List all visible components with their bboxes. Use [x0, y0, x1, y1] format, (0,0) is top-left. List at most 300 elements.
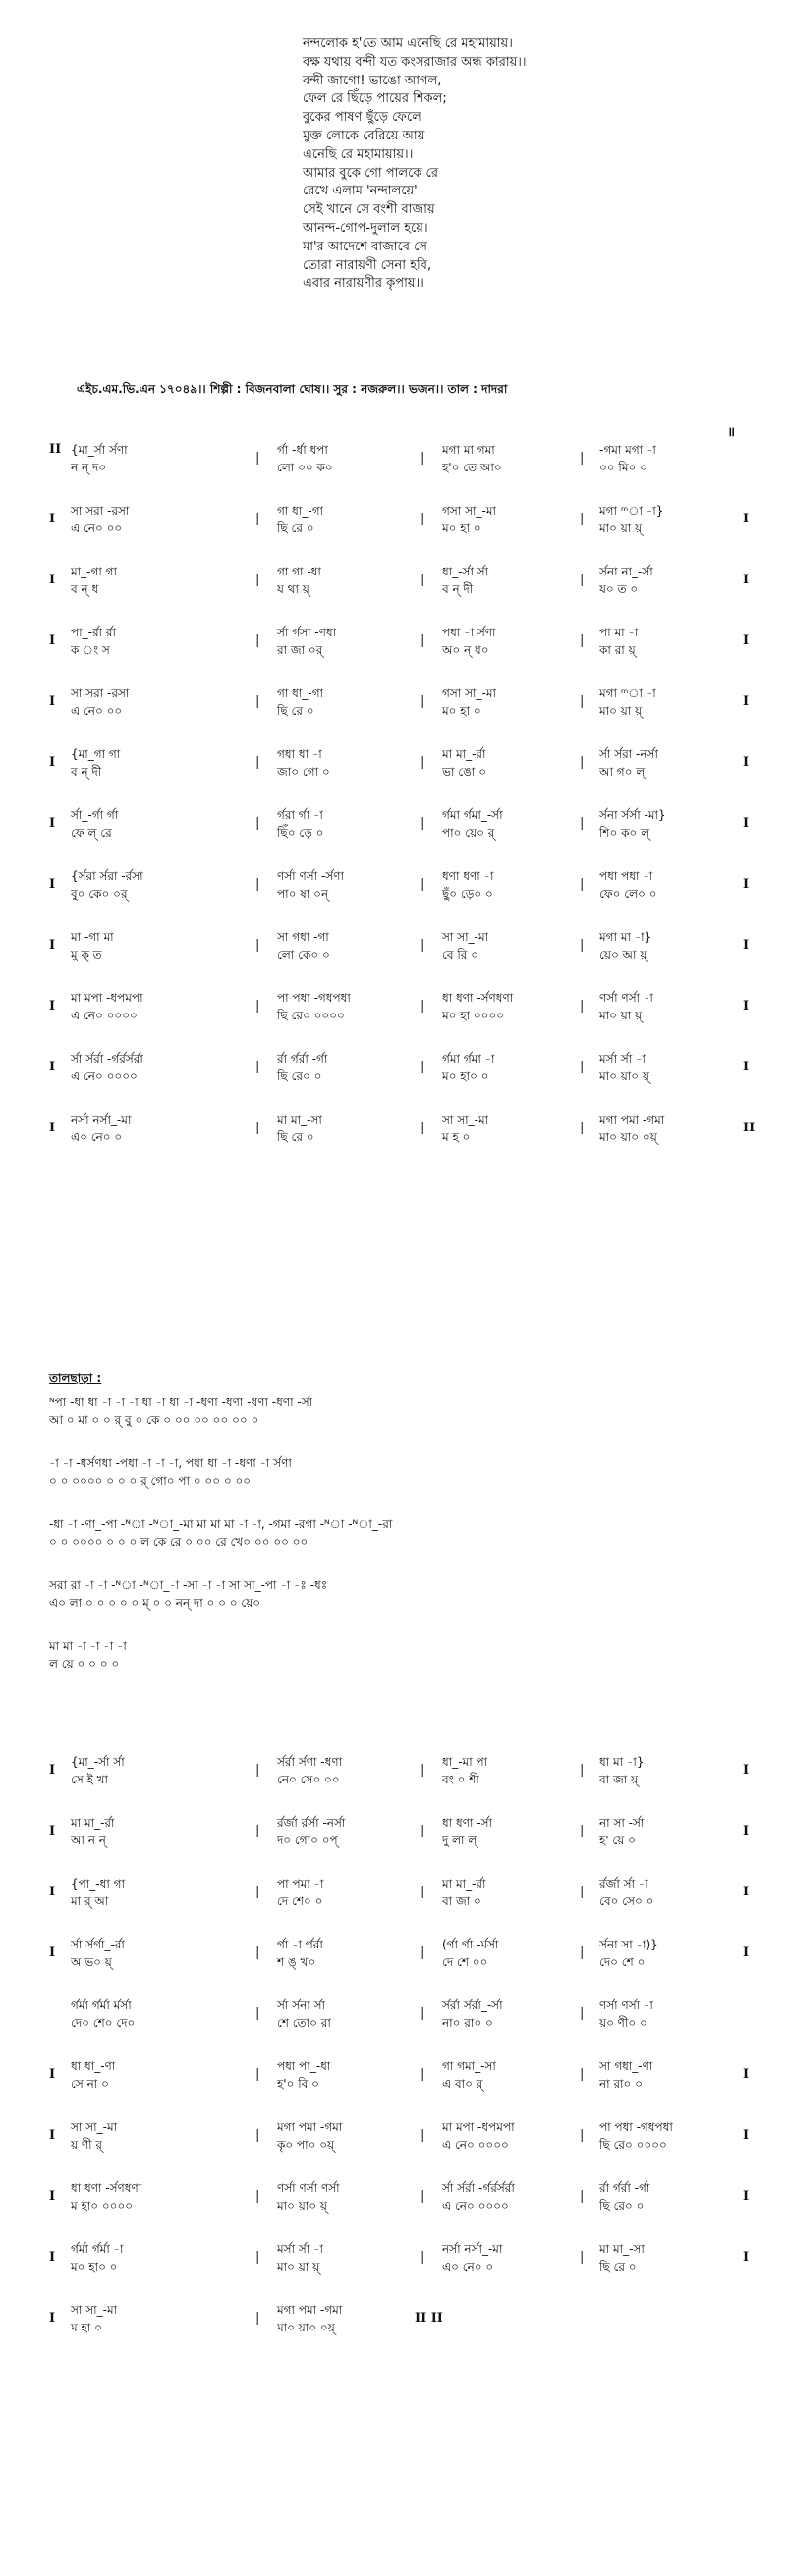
- swara-group: র্গরা র্গা -া: [277, 808, 323, 822]
- swara-group: র্সনা সা -া)}: [599, 1938, 658, 1951]
- lyric-syllables: ম হা০ ০০০০: [71, 2199, 134, 2213]
- lyric-syllables: বু০ কে০ ০র্: [71, 887, 128, 901]
- lyric-syllables: বে রি ০: [442, 948, 479, 961]
- swara-group: মা মা_-র্রা: [442, 747, 486, 761]
- swara-group: ণর্সা ণর্সা -া: [599, 991, 653, 1005]
- bar-line: I: [49, 1763, 56, 1778]
- swara-group: ধা ধা_-ণা: [71, 2059, 116, 2073]
- lyric-line: রেখে এলাম 'নন্দালয়ে': [303, 184, 418, 199]
- vibhag-separator: |: [421, 816, 425, 831]
- notation-row: [49, 929, 757, 990]
- lyric-syllables: হ'০ তে আ০: [442, 461, 502, 474]
- notation-row: [49, 503, 757, 564]
- swara-group: র্গা -র্ধা ধপা: [277, 443, 328, 457]
- swara-group: {র্সরা র্সরা -র্রসা: [71, 869, 143, 883]
- vibhag-separator: |: [580, 451, 585, 466]
- swara-group: পা মা -া: [599, 626, 639, 639]
- bar-line: I: [49, 1060, 56, 1074]
- swara-group: মা মপা -ধপমপা: [71, 991, 143, 1005]
- vibhag-separator: |: [580, 1121, 585, 1135]
- swara-group: র্সর্রা র্সর্রা_-র্সা: [442, 1999, 503, 2012]
- lyric-syllables: অ ভ০ য়্: [71, 1955, 112, 1969]
- lyric-syllables: মা র্ আ: [71, 1894, 109, 1908]
- lyric-syllables: পা০ ষা ০ন্: [277, 887, 329, 901]
- lyric-syllables: বে০ সে০ ০: [599, 1894, 654, 1908]
- lyric-syllables: ছি রে০ ০০০০: [277, 1009, 345, 1022]
- swara-group: সা সা_-মা: [71, 2303, 118, 2317]
- swara-group: গসা সা_-মা: [442, 686, 496, 700]
- swara-group: ধা_-মা পা: [442, 1755, 488, 1769]
- lyric-syllables: লো কে০ ০: [277, 948, 330, 961]
- lyric-syllables: ম০ হা ০: [442, 704, 481, 718]
- bar-line: I: [49, 999, 56, 1014]
- swara-group: র্গা -া র্গর্রা: [277, 1938, 323, 1951]
- swara-group: র্রর্জা র্সা -া: [599, 1877, 648, 1891]
- lyric-syllables: এ নে০ ০০০০: [442, 2199, 509, 2213]
- vibhag-separator: |: [255, 1121, 260, 1135]
- lyric-syllables: ছি রে ০: [277, 1130, 314, 1144]
- swara-group: র্সা_-র্গা র্গা: [71, 808, 119, 822]
- lyric-syllables: ফে০ লে০ ০: [599, 887, 657, 901]
- swara-group: ণর্সা ণর্সা -র্সণা: [277, 869, 344, 883]
- lyric-line: নন্দলোক হ'তে আম এনেছি রে মহামায়ায়।: [303, 36, 513, 51]
- vibhag-separator: |: [255, 1885, 260, 1899]
- vibhag-separator: |: [580, 1824, 585, 1838]
- swara-group: মা মা_-সা: [599, 2242, 645, 2256]
- vibhag-separator: |: [421, 1824, 425, 1838]
- bar-line: I: [49, 816, 56, 831]
- notation-row: [49, 1815, 757, 1876]
- bar-line: I: [49, 2250, 56, 2265]
- bar-line: I: [743, 512, 750, 526]
- notation-row: [49, 2302, 757, 2363]
- lyric-syllables: ছি রে০ ০০০০: [599, 2138, 667, 2152]
- vibhag-separator: |: [421, 451, 425, 466]
- lyric-syllables: ম হ ০: [442, 1130, 471, 1144]
- notation-row: [49, 442, 757, 503]
- lyric-syllables: মু ক্ ত: [71, 948, 102, 961]
- swara-group: ধণা ধণা -া: [442, 869, 494, 883]
- vibhag-separator: |: [580, 816, 585, 831]
- lyric-syllables: এ নে০ ০০০০: [71, 1069, 138, 1083]
- vibhag-separator: |: [255, 2311, 260, 2326]
- swara-group: র্গমা র্গমা_-র্সা: [442, 808, 503, 822]
- swara-group: পধা পা_-ধা: [277, 2059, 331, 2073]
- lyric-syllables: দু লা ল্: [442, 1834, 477, 1847]
- swara-group: র্সনা না_-র্সা: [599, 565, 653, 578]
- swara-group: ধা ধণা -র্সণধণা: [442, 991, 514, 1005]
- lyric-syllables: মা০ য়া০ ০য়্: [277, 2321, 335, 2334]
- syllable-line: ০ ০ ০০০০ ০ ০ ০ ল কে রে ০ ০০ রে খে০ ০০ ০০ ০০: [49, 1535, 309, 1549]
- lyric-syllables: ছুঁ০ ড়ে০ ০: [442, 887, 493, 901]
- bar-line: I: [49, 1946, 56, 1960]
- swara-group: মগা পমা -গমা: [277, 2120, 343, 2134]
- swara-group: {মা_-র্সা র্সা: [71, 1755, 125, 1769]
- free-rhythm-row: [49, 1516, 757, 1577]
- vibhag-separator: |: [255, 1763, 260, 1778]
- vibhag-separator: |: [580, 877, 585, 892]
- bar-line: I: [743, 816, 750, 831]
- swara-group: মগা মা গমা: [442, 443, 495, 457]
- swara-group: পা পমা -া: [277, 1877, 324, 1891]
- bar-line: I: [49, 2067, 56, 2082]
- lyric-syllables: ছি রে ০: [277, 521, 314, 535]
- lyric-syllables: ছি রে০ ০: [599, 2199, 645, 2213]
- lyric-line: মা'র আদেশে বাজাবে সে: [303, 239, 427, 254]
- swara-group: (র্গা র্গা -র্মর্সা: [442, 1938, 499, 1951]
- syllable-line: ল য়ে ০ ০ ০ ০: [49, 1657, 120, 1671]
- lyric-syllables: মা০ য়া০ ০য়্: [599, 1130, 657, 1144]
- vibhag-separator: |: [421, 694, 425, 709]
- lyric-syllables: ব ন্ দী: [71, 765, 102, 779]
- swara-group: গধা ধা -া: [277, 747, 322, 761]
- swara-group: র্রর্জা র্রর্সা -নর্সা: [277, 1816, 346, 1830]
- swara-group: গা গা -ধা: [277, 565, 321, 578]
- vibhag-separator: |: [421, 2250, 425, 2265]
- swara-group: পা পধা -গধপধা: [277, 991, 351, 1005]
- swara-group: {মা_গা গা: [71, 747, 121, 761]
- bar-line: I: [743, 2128, 750, 2143]
- lyric-syllables: শে তো০ রা: [277, 2016, 331, 2030]
- lyric-syllables: ০০ মি০ ০: [599, 461, 647, 474]
- lyric-syllables: ছিঁ০ ড়ে ০: [277, 826, 324, 840]
- swara-group: নর্সা নর্সা_-মা: [71, 1113, 132, 1126]
- lyric-syllables: দে০ শে ০: [599, 1955, 646, 1969]
- vibhag-separator: |: [255, 573, 260, 587]
- vibhag-separator: |: [580, 633, 585, 648]
- swara-group: মগা পমা -গমা: [277, 2303, 343, 2317]
- lyric-line: বুকের পাষণ ছুঁড়ে ফেলে: [303, 110, 421, 126]
- swara-group: মা -গা মা: [71, 930, 114, 944]
- lyric-syllables: ম০ হা০ ০: [442, 1069, 489, 1083]
- vibhag-separator: |: [580, 1060, 585, 1074]
- lyric-line: মুক্ত লোকে বেরিয়ে আয়: [303, 128, 425, 143]
- record-info: এইচ.এম.ভি.এন ১৭০৪৯।। শিল্পী : বিজনবালা ঘোষ।। সুর : নজরুল।। ভজন।। তাল : দাদরা: [77, 382, 508, 396]
- lyric-syllables: জা০ গো ০: [277, 765, 330, 779]
- vibhag-separator: |: [421, 2189, 425, 2204]
- vibhag-separator: |: [421, 512, 425, 526]
- vibhag-separator: |: [580, 1763, 585, 1778]
- swara-line: -ধা -া -ণা_-পা -ᴺা -ᴺা_-মা মা মা মা -া -া, -গমা -রগা -ᴺা -ᴺা_-রা: [49, 1517, 393, 1531]
- vibhag-separator: |: [580, 694, 585, 709]
- swara-group: মা মপা -ধপমপা: [442, 2120, 515, 2134]
- vibhag-separator: |: [255, 512, 260, 526]
- vibhag-separator: |: [255, 633, 260, 648]
- vibhag-separator: |: [421, 877, 425, 892]
- swara-group: র্সা র্গসা -ণধা: [277, 626, 337, 639]
- vibhag-separator: |: [255, 2128, 260, 2143]
- lyric-line: ফেল রে ছিঁড়ে পায়ের শিকল;: [303, 91, 447, 107]
- bar-line: I: [743, 2250, 750, 2265]
- bar-line: I: [49, 1121, 56, 1135]
- vibhag-separator: |: [421, 633, 425, 648]
- lyric-syllables: ছি রে ০: [277, 704, 314, 718]
- lyric-syllables: ম০ হা ০০০০: [442, 1009, 505, 1022]
- bar-line: I: [743, 633, 750, 648]
- bar-line: I: [743, 1763, 750, 1778]
- lyric-syllables: এ নে০ ০০০০: [442, 2138, 509, 2152]
- lyric-syllables: সে ই খা: [71, 1773, 109, 1786]
- swara-group: গা গমা_-সা: [442, 2059, 496, 2073]
- lyric-syllables: এ০ নে০ ০: [442, 2260, 494, 2274]
- syllable-line: আ ০ মা ০ ০ র্ বু ০ কে ০ ০০ ০০ ০০ ০০ ০: [49, 1413, 259, 1427]
- bar-line: I: [49, 2189, 56, 2204]
- swara-group: র্সর্রা র্সণা -ধণা: [277, 1755, 343, 1769]
- vibhag-separator: |: [255, 451, 260, 466]
- lyric-syllables: ছি রে ০: [599, 2260, 637, 2274]
- lyric-syllables: না০ রা০ ০: [442, 2016, 493, 2030]
- lyric-syllables: মা০ য়া য়্: [599, 704, 643, 718]
- lyric-syllables: কৃ০ পা০ ০য়্: [277, 2138, 335, 2152]
- bar-line: I: [49, 1885, 56, 1899]
- bar-line: I: [743, 877, 750, 892]
- lyric-syllables: ম০ হা০ ০: [71, 2260, 118, 2274]
- swara-group: র্সা র্সর্রা -র্গর্রর্সর্রা: [71, 1052, 143, 1066]
- swara-group: {পা_-ধা গা: [71, 1877, 125, 1891]
- lyric-syllables: আ গ০ ল্: [599, 765, 646, 779]
- swara-group: র্সা র্সর্গা_-র্রা: [71, 1938, 125, 1951]
- bar-line: I: [49, 573, 56, 587]
- swara-group: মগা ᵐা -া}: [599, 504, 664, 518]
- swara-group: মগা পমা -গমা: [599, 1113, 665, 1126]
- swara-group: গা ধা_-গা: [277, 504, 324, 518]
- lyric-syllables: মা০ য়া০ য়্: [277, 2199, 327, 2213]
- bar-line: I: [49, 2128, 56, 2143]
- swara-group: সা সরা -রসা: [71, 504, 130, 518]
- vibhag-separator: |: [421, 755, 425, 770]
- notation-row: [49, 990, 757, 1051]
- vibhag-separator: |: [255, 2189, 260, 2204]
- lyric-syllables: এ০ নে০ ০: [71, 1130, 123, 1144]
- swara-group: না সা -র্সা: [599, 1816, 645, 1830]
- lyric-syllables: না রা০ ০: [599, 2077, 643, 2091]
- lyric-syllables: শ ঙ্ খ০: [277, 1955, 316, 1969]
- swara-line: -া -া -ধর্সণধা -পধা -া -া -া, পধা ধা -া -ধণা -া র্সণা: [49, 1456, 292, 1470]
- vibhag-separator: |: [580, 512, 585, 526]
- lyric-syllables: ফে ল্ রে: [71, 826, 112, 840]
- notation-row: [49, 1937, 757, 1998]
- lyric-syllables: মা০ য়া য়্: [599, 521, 643, 535]
- lyric-syllables: মা০ য়া য়্: [599, 1009, 643, 1022]
- vibhag-separator: |: [580, 1946, 585, 1960]
- bar-line: II II: [415, 2311, 443, 2326]
- swara-group: ণর্সা ণর্সা -া: [599, 1999, 653, 2012]
- swara-group: সা গধা_-ণা: [599, 2059, 653, 2073]
- swara-group: সা সা_-মা: [71, 2120, 118, 2134]
- swara-group: মা মা_-র্রা: [71, 1816, 115, 1830]
- swara-group: নর্সা নর্সা_-মা: [442, 2242, 503, 2256]
- lyric-syllables: য়ে০ আ য়্: [599, 948, 647, 961]
- vibhag-separator: |: [255, 999, 260, 1014]
- vibhag-separator: |: [255, 877, 260, 892]
- free-rhythm-row: [49, 1395, 757, 1455]
- vibhag-separator: |: [580, 999, 585, 1014]
- bar-line: I: [743, 573, 750, 587]
- notation-row: [49, 1876, 757, 1937]
- lyric-syllables: য থা য়্: [277, 582, 309, 596]
- lyric-syllables: বা জা য়্: [599, 1773, 639, 1786]
- lyric-syllables: শি০ ক০ ল্: [599, 826, 650, 840]
- lyric-line: এনেছি রে মহামায়ায়।।: [303, 146, 414, 162]
- lyric-syllables: মা০ য়া য়্: [277, 2260, 320, 2274]
- lyric-syllables: মা০ য়া০ য়্: [599, 1069, 649, 1083]
- swara-group: র্গর্মা র্গর্মা র্মর্সা: [71, 1999, 132, 2012]
- notation-row: [49, 1051, 757, 1112]
- swara-group: গা ধা_-গা: [277, 686, 324, 700]
- lyric-syllables: দে শে০ ০: [277, 1894, 323, 1908]
- notation-row: [49, 2180, 757, 2241]
- notation-row: [49, 564, 757, 625]
- lyric-syllables: দে শে ০০: [442, 1955, 488, 1969]
- swara-group: মর্সা র্সা -া: [277, 2242, 323, 2256]
- lyric-syllables: আ ন ন্: [71, 1834, 106, 1847]
- bar-line: II: [49, 442, 62, 457]
- swara-group: র্সা র্সনা র্সা: [277, 1999, 326, 2012]
- swara-group: মা মা_-সা: [277, 1113, 322, 1126]
- lyric-syllables: এ নে০ ০০০০: [71, 1009, 138, 1022]
- bar-line: I: [49, 877, 56, 892]
- bar-line: I: [743, 1824, 750, 1838]
- vibhag-separator: |: [421, 999, 425, 1014]
- tal-chara-heading: তালছাড়া :: [49, 1371, 102, 1385]
- swara-group: পা পধা -গধপধা: [599, 2120, 673, 2134]
- vibhag-separator: |: [255, 2067, 260, 2082]
- lyric-syllables: ক ং স: [71, 643, 110, 657]
- syllable-line: ০ ০ ০০০০ ০ ০ ০ র্ গো০ পা ০ ০০ ০ ০০: [49, 1474, 252, 1488]
- vibhag-separator: |: [580, 2250, 585, 2265]
- vibhag-separator: |: [421, 938, 425, 953]
- lyric-syllables: দ০ গো০ ০প্: [277, 1834, 338, 1847]
- lyric-syllables: হ'০ বি ০: [277, 2077, 319, 2091]
- lyric-syllables: রা জা ০র্: [277, 643, 323, 657]
- vibhag-separator: |: [580, 573, 585, 587]
- free-rhythm-row: [49, 1638, 757, 1699]
- vibhag-separator: |: [580, 755, 585, 770]
- swara-line: মা মা -া -া -া -া: [49, 1639, 127, 1653]
- notation-row: [49, 1754, 757, 1815]
- vibhag-separator: |: [421, 1121, 425, 1135]
- swara-group: ধা ধণা -র্সা: [442, 1816, 493, 1830]
- lyric-syllables: য০ ত ০: [599, 582, 639, 596]
- bar-line: I: [743, 999, 750, 1014]
- bar-line: I: [743, 1946, 750, 1960]
- bar-line: I: [743, 2067, 750, 2082]
- swara-group: র্রা র্গর্রা -র্গা: [599, 2181, 650, 2195]
- lyric-line: সেই খানে সে বংশী বাজায়: [303, 202, 435, 218]
- lyric-syllables: ছি রে০ ০: [277, 1069, 322, 1083]
- vibhag-separator: |: [255, 755, 260, 770]
- vibhag-separator: |: [255, 2250, 260, 2265]
- notation-row: [49, 685, 757, 746]
- swara-line: ᴺপা -ধা ধা -া -া -া ধা -া ধা -া -ধণা -ধণা -ধণা -ধণা -র্সা: [49, 1396, 313, 1409]
- bar-line: I: [49, 1824, 56, 1838]
- vibhag-separator: |: [255, 1060, 260, 1074]
- swara-group: ধা ধণা -র্সণধণা: [71, 2181, 142, 2195]
- lyric-syllables: এ বা০ র্: [442, 2077, 483, 2091]
- free-rhythm-section: [49, 1395, 757, 1699]
- bar-line: I: [49, 633, 56, 648]
- swara-group: পধা পধা -া: [599, 869, 653, 883]
- section-start-bar: ॥: [727, 425, 735, 440]
- lyric-syllables: ভা ঙো ০: [442, 765, 487, 779]
- lyric-syllables: অ০ ন্ ধ০: [442, 643, 489, 657]
- vibhag-separator: |: [580, 2067, 585, 2082]
- vibhag-separator: |: [255, 816, 260, 831]
- vibhag-separator: |: [255, 938, 260, 953]
- free-rhythm-row: [49, 1577, 757, 1638]
- lyric-syllables: বা জা ০: [442, 1894, 481, 1908]
- lyric-syllables: এ নে০ ০০: [71, 521, 123, 535]
- lyric-line: আনন্দ-গোপ-দুলাল হয়ে।: [303, 220, 428, 236]
- swara-group: সা সরা -রসা: [71, 686, 130, 700]
- notation-row: [49, 2058, 757, 2119]
- vibhag-separator: |: [421, 573, 425, 587]
- swara-group: মর্সা র্সা -া: [599, 1052, 646, 1066]
- bar-line: I: [743, 2189, 750, 2204]
- notation-row: [49, 868, 757, 929]
- bar-line: I: [49, 694, 56, 709]
- notation-row: [49, 807, 757, 868]
- swara-group: ধা মা -া}: [599, 1755, 645, 1769]
- bar-line: I: [49, 512, 56, 526]
- swara-group: র্গর্মা র্গর্মা -া: [71, 2242, 124, 2256]
- bar-line: I: [743, 1885, 750, 1899]
- bar-line: I: [743, 938, 750, 953]
- vibhag-separator: |: [255, 1824, 260, 1838]
- notation-section-1: [49, 442, 757, 1173]
- notation-row: [49, 2241, 757, 2302]
- lyric-syllables: সে না ০: [71, 2077, 109, 2091]
- swara-group: সা গধা -গা: [277, 930, 329, 944]
- swara-group: র্গমা র্গমা -া: [442, 1052, 495, 1066]
- lyric-line: বক্ষ যথায় বন্দী যত কংসরাজার অন্ধ কারায়।।: [303, 54, 527, 70]
- lyric-line: বন্দী জাগো! ভাঙো আগল,: [303, 73, 442, 88]
- notation-row: [49, 1112, 757, 1173]
- vibhag-separator: |: [421, 2128, 425, 2143]
- swara-group: মগা ᵐা -া: [599, 686, 656, 700]
- lyric-syllables: কা রা য়্: [599, 643, 636, 657]
- vibhag-separator: |: [255, 694, 260, 709]
- notation-row: [49, 2119, 757, 2180]
- swara-line: সরা রা -া -া -ᴺা -ᴺা_-া -সা -া -া সা সা_-পা -া -ঃ -ধঃ: [49, 1578, 328, 1592]
- lyric-syllables: হ' য়ে ০: [599, 1834, 636, 1847]
- lyric-syllables: য় ণী র্: [71, 2138, 102, 2152]
- lyric-syllables: ন ন্ দ০: [71, 461, 107, 474]
- song-lyrics: [303, 35, 715, 294]
- bar-line: I: [743, 1060, 750, 1074]
- vibhag-separator: |: [255, 1946, 260, 1960]
- syllable-line: এ০ লা ০ ০ ০ ০ ০ ম্ ০ ০ নন্ দা ০ ০ ০ য়ে০: [49, 1596, 261, 1610]
- swara-group: পা_-র্রা র্রা: [71, 626, 116, 639]
- swara-group: সা সা_-মা: [442, 1113, 489, 1126]
- notation-row: [49, 746, 757, 807]
- swara-group: -গমা মগা -া: [599, 443, 656, 457]
- vibhag-separator: |: [580, 938, 585, 953]
- vibhag-separator: |: [421, 1885, 425, 1899]
- swara-group: মা_-গা গা: [71, 565, 117, 578]
- lyric-syllables: ব ন্ দী: [442, 582, 474, 596]
- lyric-line: আমার বুকে গো পালকে রে: [303, 165, 438, 181]
- lyric-syllables: য়০ ণী০ ০: [599, 2016, 647, 2030]
- lyric-syllables: লো ০০ ক০: [277, 461, 333, 474]
- notation-section-2: [49, 1754, 757, 2363]
- swara-group: ধা_-র্সা র্সা: [442, 565, 489, 578]
- vibhag-separator: |: [580, 2006, 585, 2021]
- bar-line: I: [743, 694, 750, 709]
- lyric-syllables: নে০ সে০ ০০: [277, 1773, 340, 1786]
- vibhag-separator: |: [421, 1060, 425, 1074]
- swara-group: র্সনা র্সর্সা -মা}: [599, 808, 666, 822]
